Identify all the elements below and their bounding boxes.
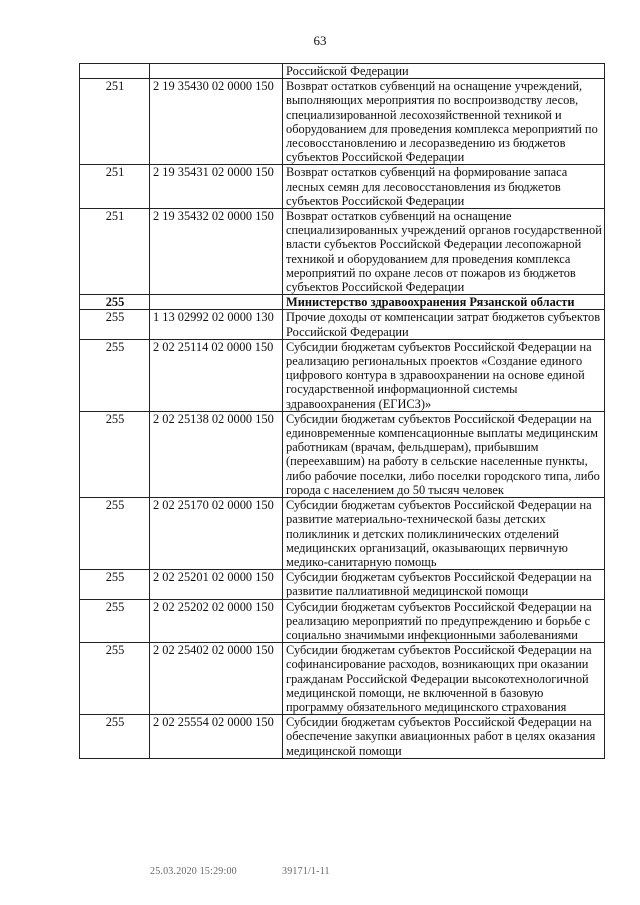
budget-classification-table: [79, 63, 605, 759]
footer-document-code: 39171/1-11: [282, 866, 330, 877]
admin-code-cell: 255: [80, 339, 150, 411]
admin-code-cell: 255: [80, 295, 150, 310]
table-row: [80, 498, 605, 570]
footer-timestamp: 25.03.2020 15:29:00: [150, 866, 237, 877]
table-row: [80, 209, 605, 295]
table-row: [80, 599, 605, 643]
admin-code-cell: 251: [80, 209, 150, 295]
revenue-name-cell: Возврат остатков субвенций на оснащение специализированных учреждений органов государственной власти субъектов Российской Федерации лесопожарной техникой и оборудованием для проведения комплекса мероприятий по охране лесов от пожаров из бюджетов субъектов Российской Федерации: [283, 209, 605, 295]
revenue-name-cell: Возврат остатков субвенций на формирование запаса лесных семян для лесовосстановления из бюджетов субъектов Российской Федерации: [283, 165, 605, 209]
revenue-name-cell: Субсидии бюджетам субъектов Российской Федерации на единовременные компенсационные выплаты медицинским работникам (врачам, фельдшерам), прибывшим (переехавшим) на работу в сельские населенные пункты, либо рабочие поселки, либо поселки городского типа, либо города с населением до 50 тысяч человек: [283, 411, 605, 497]
revenue-name-cell: Субсидии бюджетам субъектов Российской Федерации на обеспечение закупки авиационных работ в целях оказания медицинской помощи: [283, 715, 605, 759]
revenue-code-cell: 2 19 35430 02 0000 150: [150, 79, 283, 165]
admin-code-cell: [80, 64, 150, 79]
revenue-code-cell: 2 02 25201 02 0000 150: [150, 570, 283, 599]
table-row: [80, 411, 605, 497]
revenue-code-cell: 2 19 35431 02 0000 150: [150, 165, 283, 209]
table-row: [80, 310, 605, 339]
revenue-code-cell: 2 02 25202 02 0000 150: [150, 599, 283, 643]
revenue-name-cell: Прочие доходы от компенсации затрат бюджетов субъектов Российской Федерации: [283, 310, 605, 339]
revenue-code-cell: 2 02 25402 02 0000 150: [150, 643, 283, 715]
admin-code-cell: 255: [80, 310, 150, 339]
revenue-name-cell: Министерство здравоохранения Рязанской области: [283, 295, 605, 310]
admin-code-cell: 255: [80, 498, 150, 570]
admin-code-cell: 255: [80, 715, 150, 759]
admin-code-cell: 255: [80, 411, 150, 497]
admin-code-cell: 255: [80, 643, 150, 715]
revenue-name-cell: Субсидии бюджетам субъектов Российской Федерации на реализацию мероприятий по предупреждению и борьбе с социально значимыми инфекционными заболеваниями: [283, 599, 605, 643]
admin-code-cell: 251: [80, 79, 150, 165]
table-row: [80, 165, 605, 209]
admin-code-cell: 255: [80, 599, 150, 643]
revenue-name-cell: Субсидии бюджетам субъектов Российской Федерации на софинансирование расходов, возникающих при оказании гражданам Российской Федерации высокотехнологичной медицинской помощи, не включенной в базовую программу обязательного медицинского страхования: [283, 643, 605, 715]
table-row: [80, 570, 605, 599]
revenue-name-cell: Субсидии бюджетам субъектов Российской Федерации на развитие паллиативной медицинской помощи: [283, 570, 605, 599]
table-row: [80, 643, 605, 715]
table-row: [80, 79, 605, 165]
admin-code-cell: 251: [80, 165, 150, 209]
table-row: [80, 715, 605, 759]
revenue-code-cell: 1 13 02992 02 0000 130: [150, 310, 283, 339]
revenue-code-cell: 2 02 25138 02 0000 150: [150, 411, 283, 497]
admin-code-cell: 255: [80, 570, 150, 599]
revenue-code-cell: 2 19 35432 02 0000 150: [150, 209, 283, 295]
revenue-code-cell: [150, 64, 283, 79]
revenue-name-cell: Субсидии бюджетам субъектов Российской Федерации на развитие материально-технической базы детских поликлиник и детских поликлинических отделений медицинских организаций, оказывающих первичную медико-санитарную помощь: [283, 498, 605, 570]
table-header-row: [80, 295, 605, 310]
revenue-code-cell: 2 02 25554 02 0000 150: [150, 715, 283, 759]
table-row: [80, 339, 605, 411]
revenue-name-cell: Возврат остатков субвенций на оснащение учреждений, выполняющих мероприятия по воспроизводству лесов, специализированной лесохозяйственной техникой и оборудованием для проведения комплекса мероприятий по лесовосстановлению и лесоразведению из бюджетов субъектов Российской Федерации: [283, 79, 605, 165]
revenue-code-cell: [150, 295, 283, 310]
table-body: [80, 64, 605, 759]
page-number: 63: [313, 33, 327, 48]
revenue-name-cell: Субсидии бюджетам субъектов Российской Федерации на реализацию региональных проектов «Создание единого цифрового контура в здравоохранении на основе единой государственной информационной системы здравоохранения (ЕГИСЗ)»: [283, 339, 605, 411]
table-row: [80, 64, 605, 79]
revenue-code-cell: 2 02 25114 02 0000 150: [150, 339, 283, 411]
revenue-name-cell: Российской Федерации: [283, 64, 605, 79]
revenue-code-cell: 2 02 25170 02 0000 150: [150, 498, 283, 570]
